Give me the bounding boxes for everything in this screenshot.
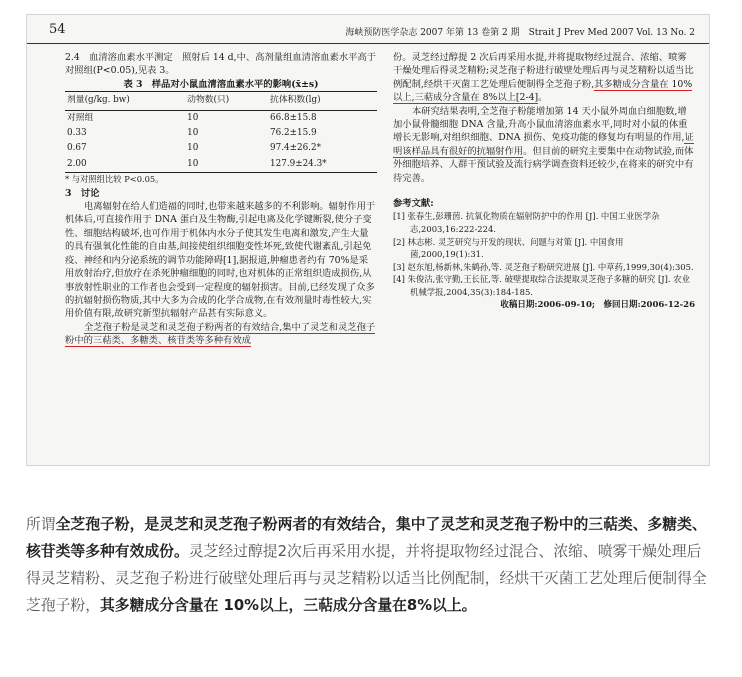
table-header: 剂量(g/kg. bw)	[65, 92, 185, 110]
table-row	[65, 141, 377, 156]
red-underlined-text: 全芝孢子粉是灵芝和灵芝孢子粉两者的有效结合,集中了灵芝和灵芝孢子粉中的三萜类、多糖类、核苷类等多种有效成	[65, 321, 376, 347]
table-header: 抗体积数(lg)	[268, 92, 377, 110]
table-cell: 66.8±15.8	[270, 112, 317, 123]
table-cell: 10	[187, 112, 199, 123]
table-cell: 10	[187, 143, 199, 154]
table-note: * 与对照组比较 P<0.05。	[65, 174, 164, 185]
table-cell: 76.2±15.9	[270, 128, 317, 139]
table-cell: 97.4±26.2*	[270, 143, 321, 154]
reference-list	[393, 210, 695, 298]
caption-bold-text: 全芝孢子粉，是灵芝和灵芝孢子粉两者的有效结合，集中了灵芝和灵芝孢子粉中的三萜类、多糖类、核苷类等多种有效成份。	[26, 516, 707, 560]
discussion-paragraph: 电离辐射在给人们造福的同时,也带来越来越多的不利影响。辐射作用于机体后,可直接作用于 DNA 蛋白及生物酶,引起电离及化学键断裂,使分子变性、细胞结构破坏,也可作用于机体内水分子使其发生电离和激发,产生大量的具有强氧化性能的自由基,间接使组织细胞变性坏死,致使代谢紊乱,引起免疫、神经和内分泌系统的调节功能障碍[1],据报道,肿瘤患者约有 70%是采用放射治疗,但放疗在杀死肿瘤细胞的同时,也对机体的正常组织造成损伤,从事放射性职业的工作者也会受到一定程度的辐射损害。目前,已经发现了众多的抗辐射损伤物质,其中大多为合成的化学合成物,在有效剂量时毒性较大,实用价值有限,故研究新型抗辐射产品甚有实际意义。	[65, 201, 376, 320]
reference-item: [3] 赵东旭,杨新林,朱鹤孙,等. 灵芝孢子粉研究进展 [J]. 中草药,1999,30(4):305.	[393, 261, 694, 272]
table-3	[65, 91, 377, 173]
table-cell: 0.33	[67, 128, 87, 139]
caption-text: 所谓	[26, 516, 56, 533]
caption-text: 灵芝经过醇提2次后再采用水提，并将提取物经过混合、浓缩、喷雾干燥处理后得灵芝精粉、灵芝孢子粉进行破壁处理后再与灵芝精粉以适当比例配制，经烘干灭菌工艺处理后便制得全芝孢子粉，	[26, 543, 707, 614]
table-header: 动物数(只)	[185, 92, 268, 110]
scanned-paper-page	[26, 14, 710, 466]
reference-item: [4] 朱俊沽,张守勤,王长征,等. 破壁提取综合法提取灵芝孢子多糖的研究 [J]. 农业机械学报,2004,35(3):184-185.	[393, 274, 690, 298]
caption-bold-text: 其多糖成分含量在 10%以上，三萜成分含量在8%以上。	[100, 597, 477, 614]
text-span: 。但目前的研究主要集中在动物试验,而体外细胞培养、人群干预试验及流行病学调查资料还较少,在将来的研究中有待完善。	[393, 145, 694, 184]
right-paragraph-2	[393, 105, 695, 185]
caption-paragraph	[26, 511, 716, 619]
section-2-4: 2.4 血清溶血素水平测定 照射后 14 d,中、高剂量组血清溶血素水平高于对照组(P<0.05),见表 3。	[65, 52, 377, 77]
text-span: 本研究结果表明,全芝孢子粉能增加第 14 天小鼠外周血白细胞数,增加小鼠骨髓细胞 DNA 含量,升高小鼠血清溶血素水平,同时对小鼠的体重增长无影响,对组织细胞、DNA 损伤、免疫功能的修复均有明显的作用,	[393, 105, 688, 144]
table-cell: 0.67	[67, 143, 87, 154]
table-row	[65, 157, 377, 173]
page-number: 54	[49, 22, 66, 37]
references-heading: 参考文献:	[393, 198, 434, 210]
table-row	[65, 110, 377, 126]
text-span: 。	[538, 92, 548, 104]
right-paragraph-1	[393, 51, 695, 105]
reference-item: [2] 林志彬. 灵芝研究与开发的现状、问题与对策 [J]. 中国食用菌,2000,19(1):31.	[393, 236, 624, 260]
table-cell: 对照组	[67, 112, 94, 123]
table-cell: 10	[185, 157, 268, 173]
table-3-title: 表 3 样品对小鼠血清溶血素水平的影响(x̄±s)	[123, 78, 319, 90]
reference-item: [1] 张春生,彭珊茵. 抗氧化物质在辐射防护中的作用 [J]. 中国工业医学杂志,2003,16:222-224.	[393, 211, 660, 235]
journal-header	[27, 15, 709, 44]
red-underlined-text: 证明该样品具有很好的抗辐射作用	[393, 132, 694, 157]
table-cell: 127.9±24.3*	[268, 157, 377, 173]
table-row	[65, 126, 377, 141]
right-column	[393, 51, 695, 312]
left-column	[65, 51, 377, 348]
highlighted-paragraph	[65, 321, 377, 348]
received-revised-dates: 收稿日期:2006-09-10; 修回日期:2006-12-26	[500, 299, 695, 310]
table-cell: 2.00	[65, 157, 185, 173]
text-span: 份。灵芝经过醇提 2 次后再采用水提,并将提取物经过混合、浓缩、喷雾干燥处理后得灵芝精粉;灵芝孢子粉进行破壁处理后再与灵芝精粉以适当比例配制,经烘干灭菌工艺处理后便制得全芝孢子粉,	[393, 52, 694, 90]
red-underlined-text: 其多糖成分含量在 10%以上,三萜成分含量在 8%以上[2-4]	[393, 78, 693, 104]
table-cell: 10	[187, 128, 199, 139]
section-3-heading: 3 讨论	[65, 187, 100, 199]
journal-title: 海峡预防医学杂志 2007 年第 13 卷第 2 期 Strait J Prev Med 2007 Vol. 13 No. 2	[345, 28, 695, 38]
